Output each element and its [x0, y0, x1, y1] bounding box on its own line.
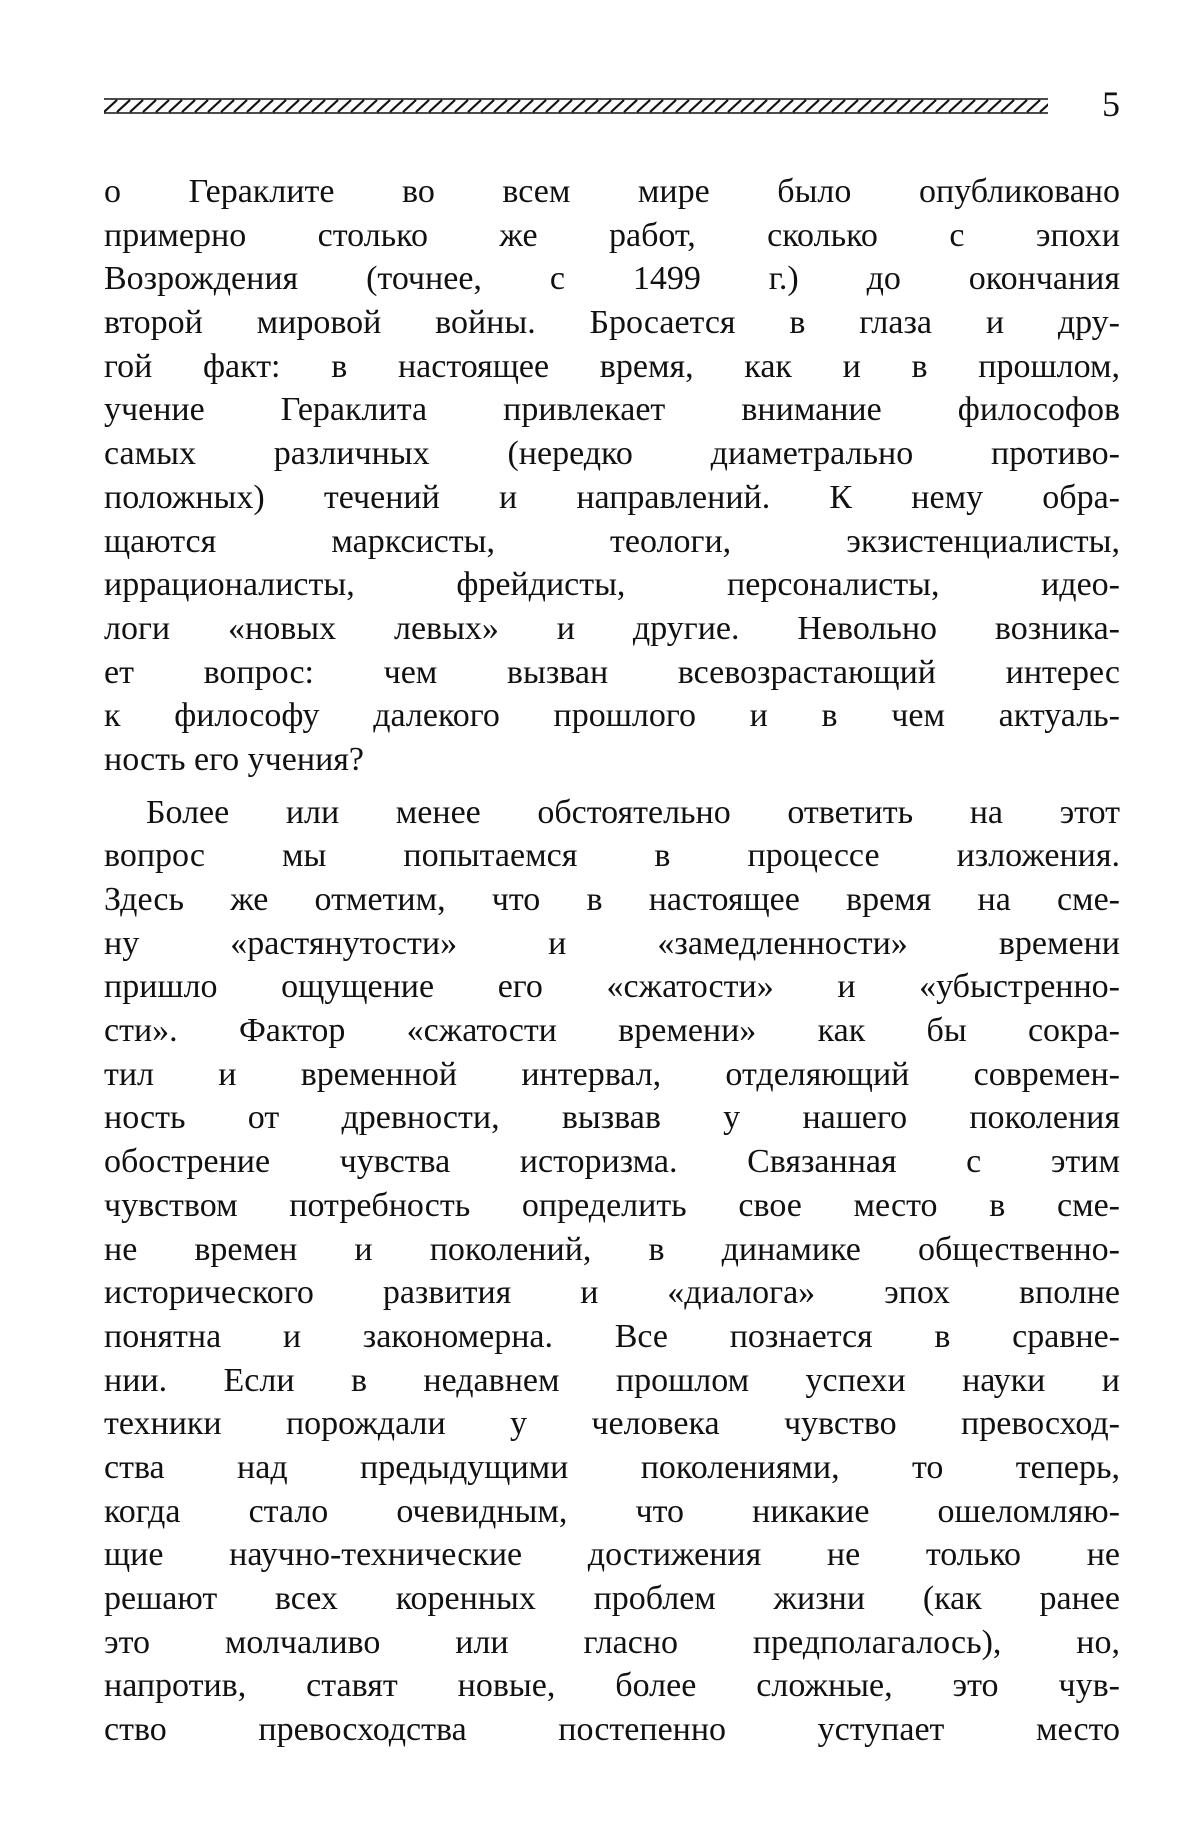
- text-line: щие научно-технические достижения не только не: [104, 1536, 1120, 1574]
- text-line: примерно столько же работ, сколько с эпохи: [104, 216, 1120, 254]
- text-line: учение Гераклита привлекает внимание философов: [104, 391, 1120, 429]
- text-line: тил и временной интервал, отделяющий современ-: [104, 1055, 1120, 1093]
- text-line: понятна и закономерна. Все познается в сравне-: [104, 1317, 1120, 1355]
- text-line: щаются марксисты, теологи, экзистенциалисты,: [104, 522, 1120, 560]
- text-line: иррационалисты, фрейдисты, персоналисты, идео-: [104, 566, 1120, 604]
- text-line: это молчаливо или гласно предполагалось), но,: [104, 1623, 1120, 1661]
- text-line: к философу далекого прошлого и в чем актуаль-: [104, 697, 1120, 735]
- text-line: ность его учения?: [104, 740, 364, 778]
- text-line: ство превосходства постепенно уступает место: [104, 1711, 1120, 1749]
- page-number: 5: [1102, 84, 1120, 124]
- text-line: ну «растянутости» и «замедленности» времени: [104, 924, 1120, 962]
- text-line: обострение чувства историзма. Связанная с этим: [104, 1143, 1120, 1181]
- page-header: [104, 84, 1120, 124]
- text-line: нии. Если в недавнем прошлом успехи науки и: [104, 1361, 1120, 1399]
- text-line: о Гераклите во всем мире было опубликовано: [104, 173, 1120, 210]
- body-text: [104, 170, 1120, 1752]
- text-line: Здесь же отметим, что в настоящее время на сме-: [104, 881, 1120, 918]
- text-line: ства над предыдущими поколениями, то теперь,: [104, 1448, 1120, 1486]
- paragraph-gap: [104, 782, 1120, 791]
- text-line: логи «новых левых» и другие. Невольно возника-: [104, 609, 1120, 647]
- text-line: чувством потребность определить свое место в сме-: [104, 1186, 1120, 1224]
- text-line: ность от древности, вызвав у нашего поколения: [104, 1099, 1120, 1137]
- paragraph-2: [104, 791, 1120, 1752]
- text-line: положных) течений и направлений. К нему обра-: [104, 478, 1120, 516]
- text-line: ет вопрос: чем вызван всевозрастающий интерес: [104, 653, 1120, 691]
- text-line: самых различных (нередко диаметрально противо-: [104, 435, 1120, 473]
- text-line: не времен и поколений, в динамике общественно-: [104, 1230, 1120, 1268]
- text-line: техники порождали у человека чувство превосход-: [104, 1405, 1120, 1443]
- text-line: второй мировой войны. Бросается в глаза и дру-: [104, 304, 1120, 342]
- text-line: вопрос мы попытаемся в процессе изложения.: [104, 837, 1120, 875]
- zigzag-ornament-rule-icon: [104, 98, 1048, 114]
- paragraph-1: [104, 170, 1120, 782]
- text-line: решают всех коренных проблем жизни (как ранее: [104, 1580, 1120, 1617]
- text-line: Возрождения (точнее, с 1499 г.) до окончания: [104, 260, 1120, 298]
- text-line: гой факт: в настоящее время, как и в прошлом,: [104, 347, 1120, 385]
- text-line: сти». Фактор «сжатости времени» как бы сокра-: [104, 1012, 1120, 1050]
- text-line: Более или менее обстоятельно ответить на этот: [146, 793, 1120, 831]
- text-line: пришло ощущение его «сжатости» и «убыстренно-: [104, 968, 1120, 1006]
- text-line: исторического развития и «диалога» эпох вполне: [104, 1274, 1120, 1312]
- text-line: когда стало очевидным, что никакие ошеломляю-: [104, 1492, 1120, 1530]
- text-line: напротив, ставят новые, более сложные, это чув-: [104, 1667, 1120, 1705]
